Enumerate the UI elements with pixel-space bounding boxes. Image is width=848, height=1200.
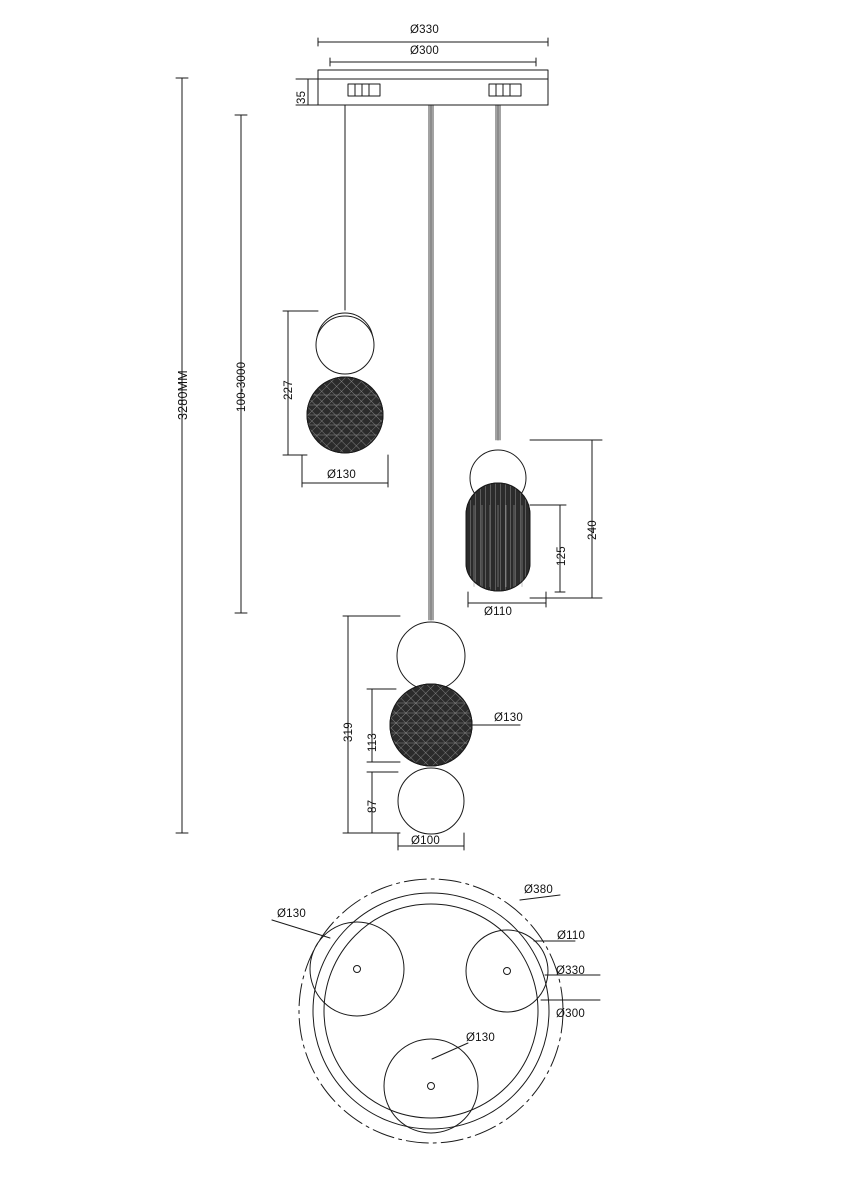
plan-outer-dia-label: Ø380	[524, 884, 553, 896]
lamp1-height-label: 227	[283, 380, 295, 400]
lamp2-body-height-label: 125	[556, 546, 568, 566]
total-height-label: 3280MM	[176, 370, 190, 420]
lamp2-total-height-label: 240	[587, 520, 599, 540]
canopy-inner-dia-label: Ø300	[410, 45, 439, 57]
plan-ring-330-label: Ø330	[556, 965, 585, 977]
canopy-height-label: 35	[296, 90, 308, 104]
cable-range-label: 100-3000	[236, 361, 248, 412]
lamp3-bottom-dia-label: Ø100	[411, 835, 440, 847]
lamp2-dia-label: Ø110	[484, 606, 513, 618]
lamp3-mid-height-label: 113	[367, 733, 379, 752]
lamp3-total-height-label: 319	[343, 722, 355, 742]
plan-lamp-left-dia-label: Ø130	[277, 908, 306, 920]
lamp3-bottom-height-label: 87	[367, 799, 379, 813]
plan-lamp-right-dia-label: Ø110	[557, 930, 586, 942]
lamp3-mid-dia-label: Ø130	[494, 712, 523, 724]
plan-lamp-bottom-dia-label: Ø130	[466, 1032, 495, 1044]
canopy-outer-dia-label: Ø330	[410, 24, 439, 36]
lamp1-dia-label: Ø130	[327, 469, 356, 481]
plan-ring-300-label: Ø300	[556, 1008, 585, 1020]
